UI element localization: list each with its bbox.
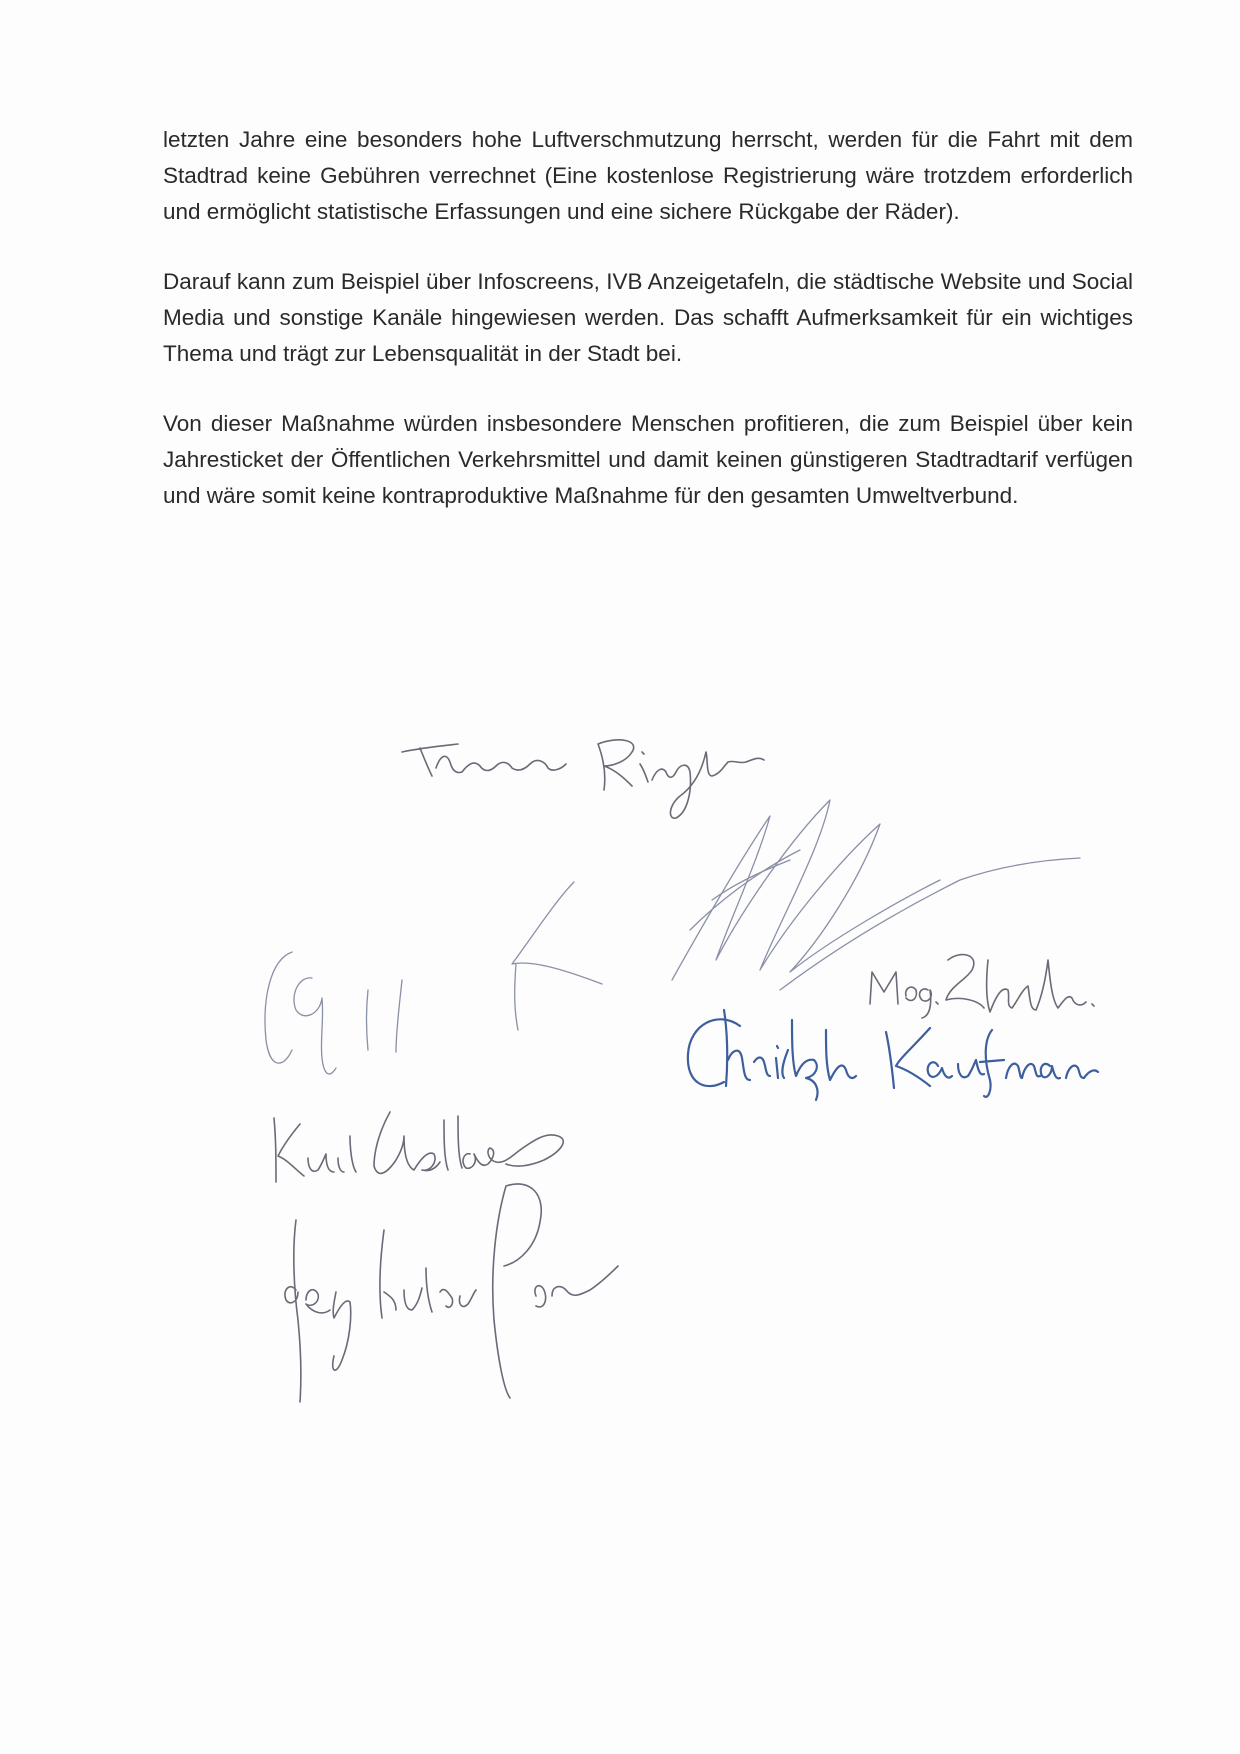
signature-georg-lukas xyxy=(285,1184,618,1402)
body-text xyxy=(163,122,1133,548)
signature-theresa-ringler xyxy=(402,740,764,818)
signature-loops-left xyxy=(265,882,602,1074)
signature-christoph-kaufmann xyxy=(688,1010,1098,1100)
paragraph-1: letzten Jahre eine besonders hohe Luftverschmutzung herrscht, werden für die Fahrt mit dem Stadtrad keine Gebühren verrechnet (Eine kostenlose Registrierung wäre trotzdem erforderlich und ermöglicht statistische Erfassungen und eine sichere Rückgabe der Räder). xyxy=(163,127,1133,224)
signature-kurt-wallasch xyxy=(274,1112,563,1182)
signature-mag-schmidt xyxy=(870,955,1094,1018)
paragraph-2: Darauf kann zum Beispiel über Infoscreens, IVB Anzeigetafeln, die städtische Website und Social Media und sonstige Kanäle hingewiesen werden. Das schafft Aufmerksamkeit für ein wichtiges Thema und trägt zur Lebensqualität in der Stadt bei. xyxy=(163,269,1133,366)
paragraph-3: Von dieser Maßnahme würden insbesondere Menschen profitieren, die zum Beispiel über kein Jahresticket der Öffentlichen Verkehrsmittel und damit keinen günstigeren Stadtradtarif verfügen und wäre somit keine kontraproduktive Maßnahme für den gesamten Umweltverbund. xyxy=(163,411,1133,508)
signature-scribble-large xyxy=(672,800,1080,990)
